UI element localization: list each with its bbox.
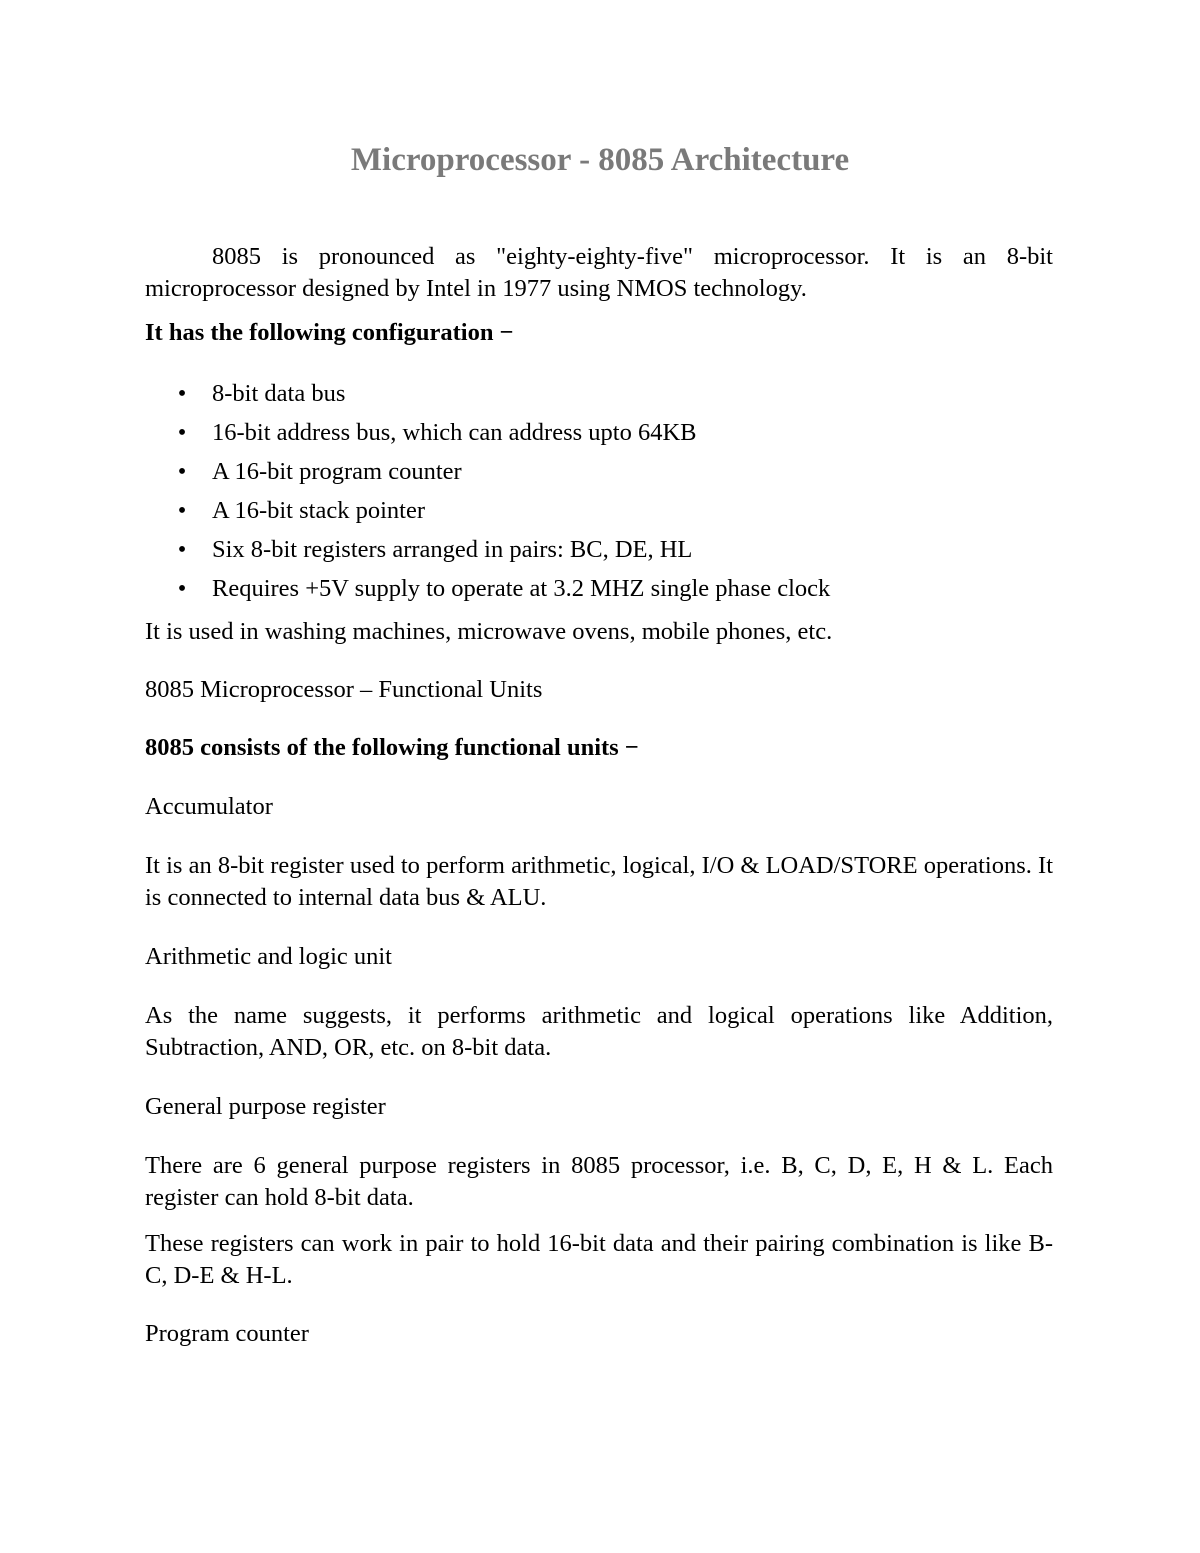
pc-heading: Program counter xyxy=(145,1320,309,1347)
bullet-icon: • xyxy=(177,458,187,485)
config-list xyxy=(145,374,1053,608)
list-item-text: Six 8-bit registers arranged in pairs: BC, DE, HL xyxy=(212,536,693,563)
list-item xyxy=(145,530,1053,569)
list-item-text: 16-bit address bus, which can address upto 64KB xyxy=(212,419,697,446)
list-item xyxy=(145,452,1053,491)
bullet-icon: • xyxy=(177,419,187,446)
usage-paragraph: It is used in washing machines, microwave ovens, mobile phones, etc. xyxy=(145,618,833,645)
list-item-text: 8-bit data bus xyxy=(212,380,346,407)
list-item xyxy=(145,413,1053,452)
list-item-text: Requires +5V supply to operate at 3.2 MHZ single phase clock xyxy=(212,575,831,602)
list-item-text: A 16-bit program counter xyxy=(212,458,462,485)
functional-units-intro: 8085 consists of the following functional units − xyxy=(145,734,639,761)
bullet-icon: • xyxy=(177,536,187,563)
alu-heading: Arithmetic and logic unit xyxy=(145,943,392,970)
list-item xyxy=(145,491,1053,530)
bullet-icon: • xyxy=(177,575,187,602)
gpr-paragraph-1: There are 6 general purpose registers in 8085 processor, i.e. B, C, D, E, H & L. Each register can hold 8-bit data. xyxy=(145,1152,1053,1211)
bullet-icon: • xyxy=(177,497,187,524)
gpr-heading: General purpose register xyxy=(145,1093,386,1120)
intro-paragraph: 8085 is pronounced as "eighty-eighty-five" microprocessor. It is an 8-bit microprocessor designed by Intel in 1977 using NMOS technology. xyxy=(145,243,1053,302)
config-heading: It has the following configuration − xyxy=(145,319,514,346)
list-item xyxy=(145,569,1053,608)
accumulator-paragraph: It is an 8-bit register used to perform arithmetic, logical, I/O & LOAD/STORE operations. It is connected to internal data bus & ALU. xyxy=(145,852,1053,911)
list-item-text: A 16-bit stack pointer xyxy=(212,497,425,524)
alu-paragraph: As the name suggests, it performs arithmetic and logical operations like Addition, Subtraction, AND, OR, etc. on 8-bit data. xyxy=(145,1002,1053,1061)
bullet-icon: • xyxy=(177,380,187,407)
gpr-paragraph-2: These registers can work in pair to hold 16-bit data and their pairing combination is like B-C, D-E & H-L. xyxy=(145,1230,1053,1289)
list-item xyxy=(145,374,1053,413)
page-title: Microprocessor - 8085 Architecture xyxy=(350,142,850,178)
accumulator-heading: Accumulator xyxy=(145,793,273,820)
functional-units-heading: 8085 Microprocessor – Functional Units xyxy=(145,676,543,703)
